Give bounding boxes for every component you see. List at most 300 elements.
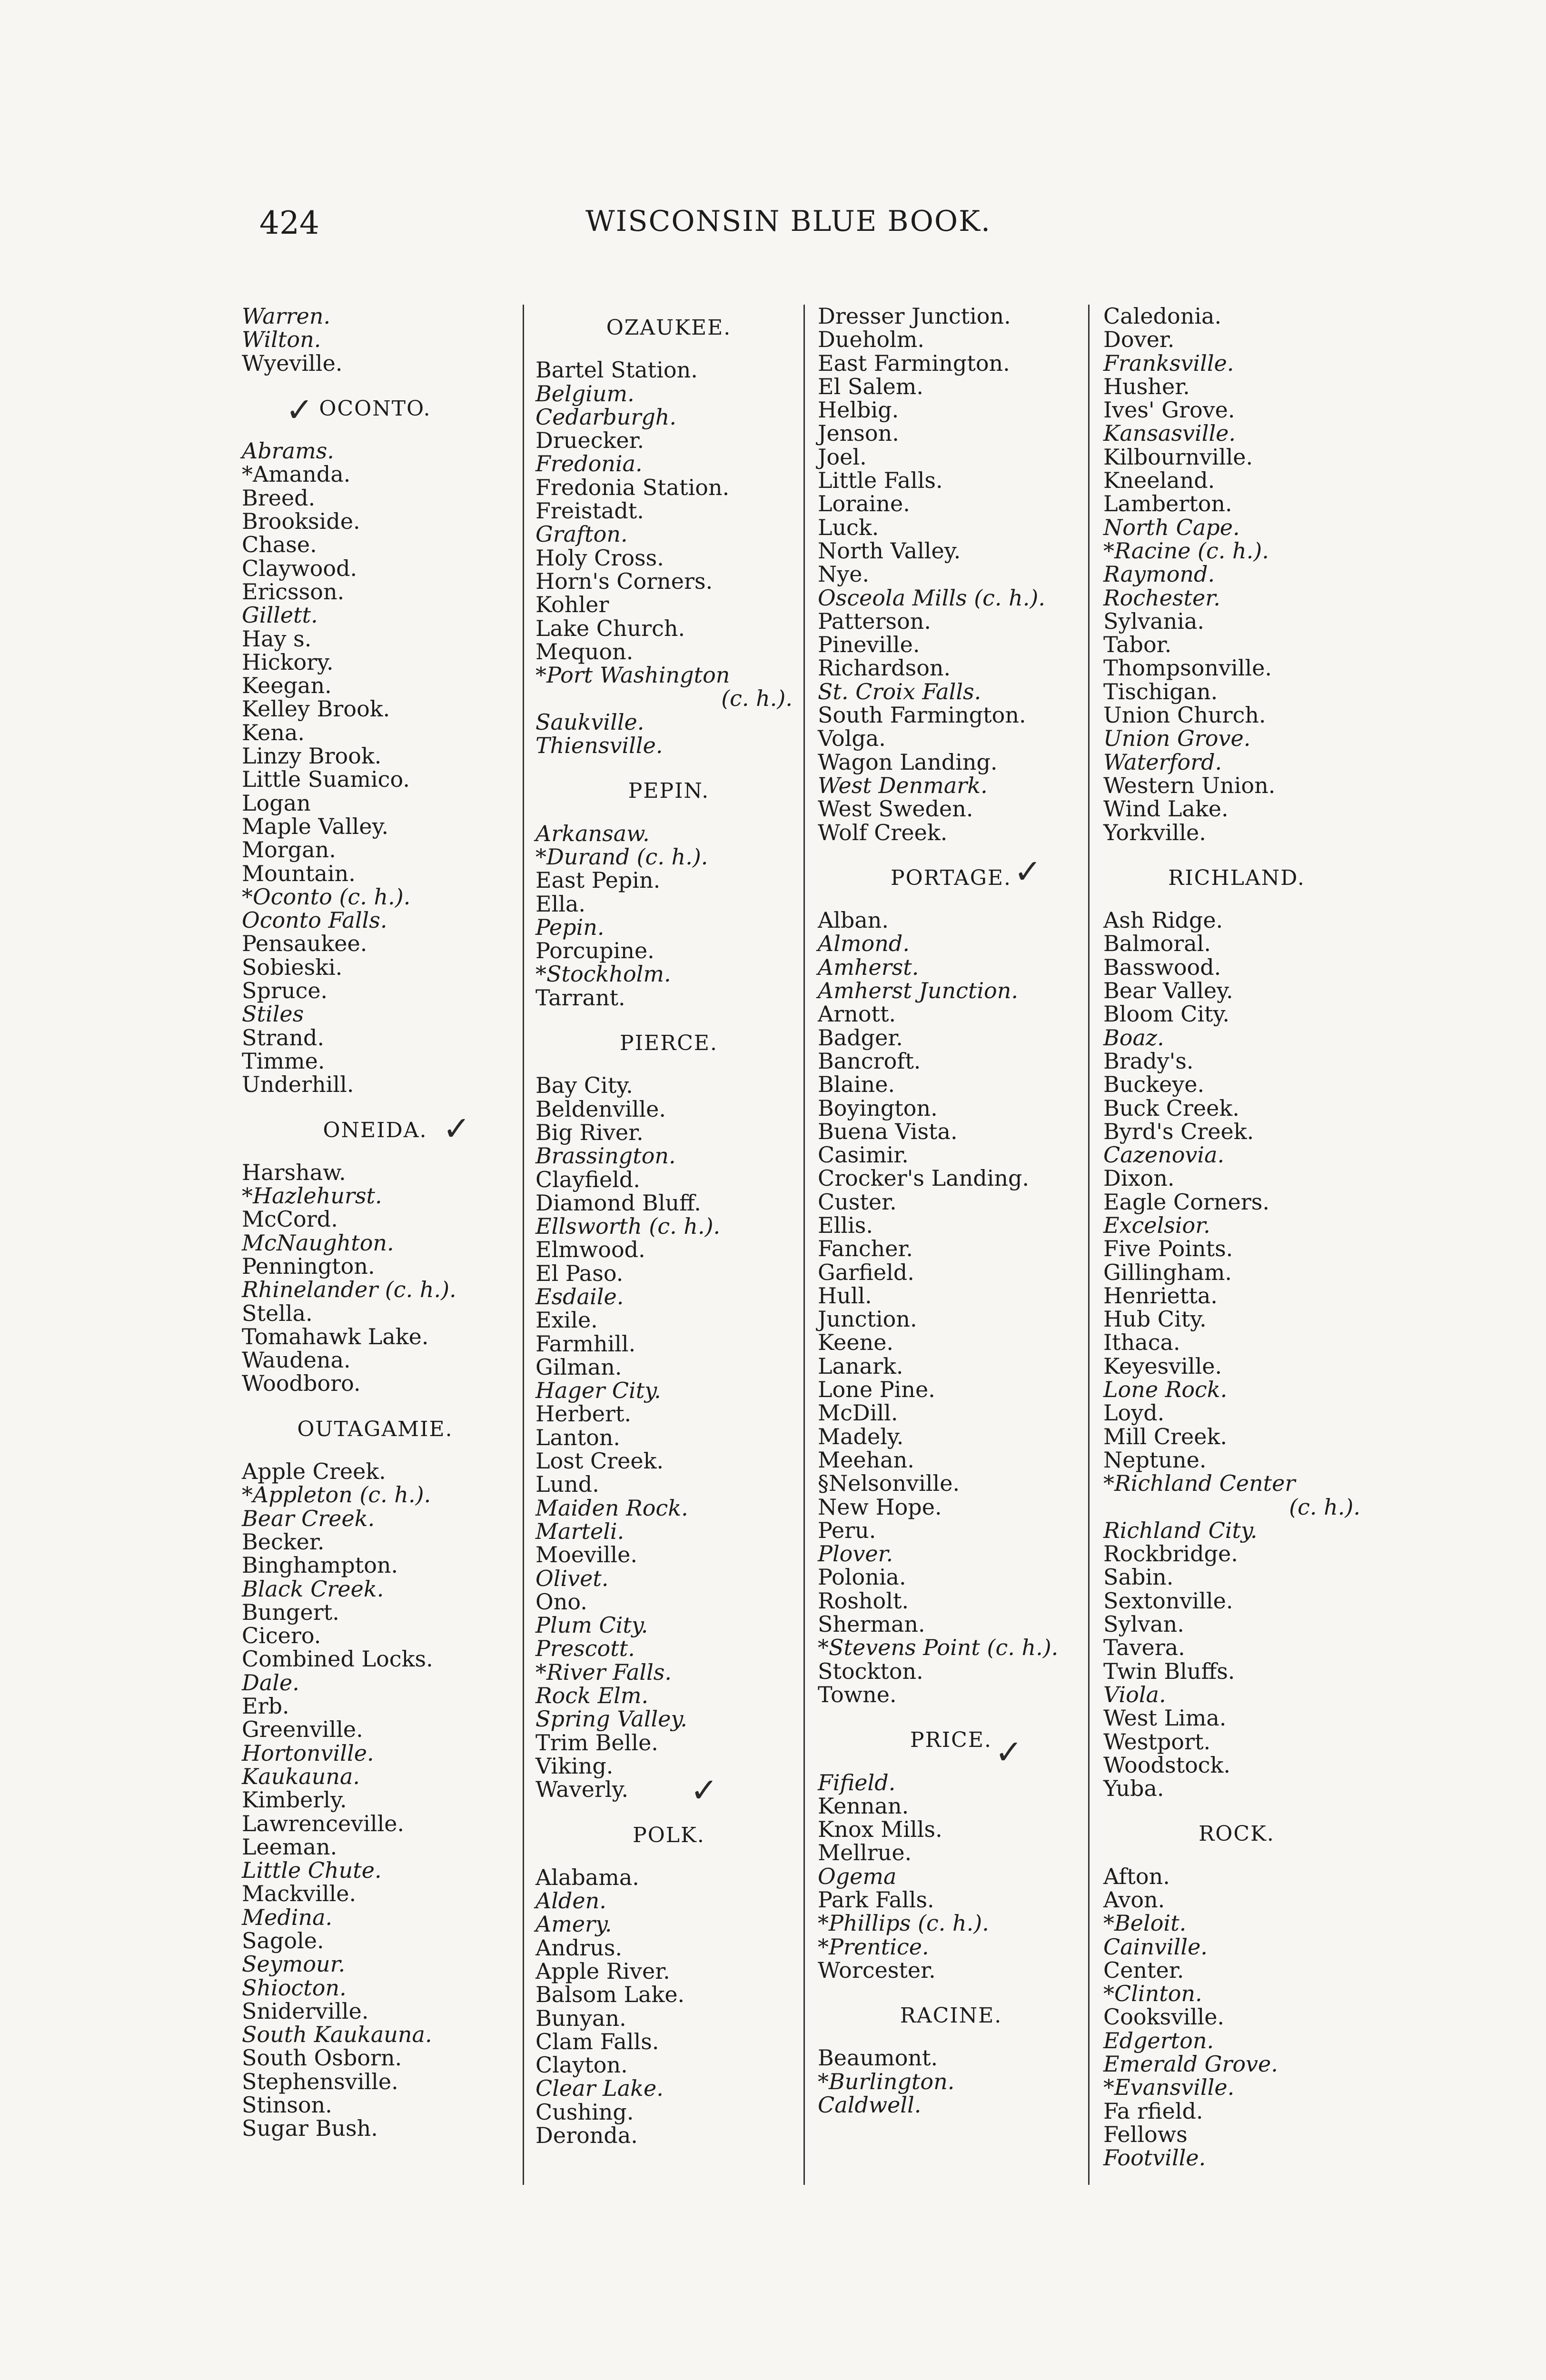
place-entry: Franksville.	[1103, 350, 1234, 376]
place-entry: Grafton.	[535, 521, 628, 547]
place-entry: Madely.	[818, 1423, 904, 1449]
place-entry: Kennan.	[818, 1793, 909, 1819]
place-entry: Bloom City.	[1103, 1001, 1230, 1027]
place-entry: El Salem.	[818, 373, 924, 399]
place-entry: (c. h.).	[1289, 1494, 1360, 1520]
place-entry: *Prentice.	[818, 1934, 929, 1960]
county-heading: PEPIN.	[628, 779, 710, 803]
place-entry: Excelsior.	[1103, 1212, 1210, 1238]
place-entry: Twin Bluffs.	[1103, 1658, 1235, 1684]
check-mark-icon: ✓	[690, 1771, 718, 1810]
place-entry: Keegan.	[242, 673, 332, 699]
place-entry: Henrietta.	[1103, 1282, 1218, 1309]
place-entry: Afton.	[1103, 1863, 1170, 1889]
place-entry: Farmhill.	[535, 1330, 636, 1357]
place-entry: Little Suamico.	[242, 766, 410, 793]
place-entry: Harshaw.	[242, 1159, 346, 1185]
place-entry: Chase.	[242, 532, 317, 558]
place-entry: Woodstock.	[1103, 1752, 1231, 1778]
place-entry: Dixon.	[1103, 1165, 1175, 1191]
place-entry: El Paso.	[535, 1260, 624, 1286]
place-entry: Kimberly.	[242, 1787, 347, 1813]
place-entry: Balmoral.	[1103, 931, 1211, 957]
place-entry: Basswood.	[1103, 954, 1221, 980]
place-entry: Stinson.	[242, 2092, 332, 2118]
place-entry: Maple Valley.	[242, 813, 389, 839]
place-entry: Linzy Brook.	[242, 743, 382, 769]
place-entry: Avon.	[1103, 1887, 1165, 1913]
place-entry: Cedarburgh.	[535, 404, 677, 430]
place-entry: Stiles	[242, 1001, 304, 1027]
place-entry: Buena Vista.	[818, 1118, 958, 1144]
place-entry: Knox Mills.	[818, 1816, 942, 1843]
place-entry: Sniderville.	[242, 1998, 369, 2024]
place-entry: Warren.	[242, 303, 331, 329]
place-entry: Clam Falls.	[535, 2028, 659, 2054]
place-entry: Pineville.	[818, 632, 920, 658]
place-entry: Alabama.	[535, 1864, 639, 1890]
place-entry: South Farmington.	[818, 702, 1026, 728]
place-entry: Badger.	[818, 1024, 903, 1051]
place-entry: Clear Lake.	[535, 2075, 664, 2102]
place-entry: Claywood.	[242, 555, 357, 581]
place-entry: Tomahawk Lake.	[242, 1323, 429, 1349]
place-entry: Fifield.	[818, 1769, 896, 1795]
place-entry: Byrd's Creek.	[1103, 1118, 1254, 1144]
place-entry: *Amanda.	[242, 461, 351, 487]
place-entry: Sylvan.	[1103, 1611, 1184, 1637]
column-3	[818, 305, 1084, 2117]
place-entry: Bear Creek.	[242, 1505, 375, 1531]
place-entry: Sobieski.	[242, 954, 343, 980]
place-entry: St. Croix Falls.	[818, 678, 981, 704]
place-entry: Helbig.	[818, 397, 899, 423]
county-heading: RACINE.	[900, 2003, 1002, 2028]
check-mark-icon: ✓	[1014, 852, 1042, 891]
place-entry: North Valley.	[818, 537, 961, 564]
place-entry: *Oconto (c. h.).	[242, 883, 411, 910]
place-entry: Fancher.	[818, 1236, 913, 1262]
place-entry: *River Falls.	[535, 1659, 672, 1685]
place-entry: Keyesville.	[1103, 1353, 1222, 1379]
place-entry: McDill.	[818, 1400, 898, 1426]
place-entry: Meehan.	[818, 1447, 914, 1473]
place-entry: Ericsson.	[242, 578, 345, 605]
place-entry: Kaukauna.	[242, 1763, 360, 1789]
place-entry: Arkansaw.	[535, 820, 650, 846]
place-entry: Thiensville.	[535, 733, 663, 759]
place-entry: Bartel Station.	[535, 357, 698, 383]
place-entry: Buck Creek.	[1103, 1095, 1239, 1121]
place-entry: Lost Creek.	[535, 1448, 664, 1474]
place-entry: Mequon.	[535, 638, 634, 664]
column-rule	[1088, 305, 1090, 2185]
place-entry: Emerald Grove.	[1103, 2051, 1278, 2077]
place-entry: Gilman.	[535, 1354, 622, 1380]
place-entry: Olivet.	[535, 1565, 609, 1591]
place-entry: Seymour.	[242, 1951, 346, 1977]
place-entry: Fredonia.	[535, 451, 643, 477]
place-entry: Pensaukee.	[242, 931, 367, 957]
place-entry: Ithaca.	[1103, 1329, 1180, 1356]
place-entry: Spruce.	[242, 978, 328, 1004]
place-entry: *Stevens Point (c. h.).	[818, 1635, 1059, 1661]
check-mark-icon: ✓	[443, 1109, 471, 1148]
county-heading: OUTAGAMIE.	[297, 1417, 453, 1441]
place-entry: Elmwood.	[535, 1237, 645, 1263]
place-entry: Bay City.	[535, 1072, 633, 1099]
place-entry: Mackville.	[242, 1881, 357, 1907]
check-mark-icon: ✓	[286, 390, 314, 429]
place-entry: Medina.	[242, 1904, 333, 1930]
place-entry: Plover.	[818, 1541, 893, 1567]
place-entry: Blaine.	[818, 1071, 895, 1098]
place-entry: Bungert.	[242, 1599, 339, 1625]
place-entry: Freistadt.	[535, 498, 644, 524]
place-entry: Wilton.	[242, 327, 321, 353]
place-entry: Apple Creek.	[242, 1458, 386, 1485]
place-entry: Holy Cross.	[535, 545, 664, 571]
place-entry: Combined Locks.	[242, 1646, 433, 1672]
place-entry: Kneeland.	[1103, 467, 1215, 494]
place-entry: Footville.	[1103, 2145, 1206, 2171]
place-entry: Lone Rock.	[1103, 1377, 1228, 1403]
place-entry: Ono.	[535, 1588, 587, 1615]
place-entry: Dresser Junction.	[818, 303, 1011, 329]
place-entry: Fa rfield.	[1103, 2098, 1203, 2124]
place-entry: Hortonville.	[242, 1740, 374, 1766]
place-entry: Clayfield.	[535, 1166, 641, 1192]
place-entry: Prescott.	[535, 1636, 635, 1662]
place-entry: Loraine.	[818, 491, 910, 517]
place-entry: Apple River.	[535, 1958, 670, 1984]
place-entry: West Lima.	[1103, 1705, 1227, 1731]
place-entry: Park Falls.	[818, 1887, 934, 1913]
place-entry: Wagon Landing.	[818, 749, 998, 775]
place-entry: Lake Church.	[535, 615, 685, 641]
place-entry: Shiocton.	[242, 1974, 347, 2001]
place-entry: Black Creek.	[242, 1576, 384, 1602]
place-entry: Yuba.	[1103, 1775, 1164, 1802]
place-entry: Westport.	[1103, 1728, 1211, 1755]
place-entry: Buckeye.	[1103, 1071, 1205, 1098]
place-entry: Sherman.	[818, 1611, 925, 1637]
place-entry: Tarrant.	[535, 984, 625, 1011]
place-entry: Neptune.	[1103, 1447, 1207, 1473]
place-entry: Stella.	[242, 1300, 313, 1326]
place-entry: Kilbournville.	[1103, 444, 1253, 470]
county-heading: PORTAGE.	[890, 865, 1011, 890]
place-entry: *Port Washington	[535, 662, 730, 688]
place-entry: Yorkville.	[1103, 819, 1206, 845]
place-entry: *Stockholm.	[535, 961, 671, 987]
place-entry: Trim Belle.	[535, 1729, 658, 1755]
place-entry: Plum City.	[535, 1612, 648, 1638]
place-entry: *Racine (c. h.).	[1103, 537, 1269, 564]
place-entry: Amherst.	[818, 954, 919, 980]
place-entry: Caledonia.	[1103, 303, 1222, 329]
column-rule	[523, 305, 524, 2185]
place-entry: Five Points.	[1103, 1236, 1233, 1262]
place-entry: Morgan.	[242, 837, 336, 863]
column-1	[242, 305, 508, 2141]
place-entry: Deronda.	[535, 2122, 638, 2149]
place-entry: Spring Valley.	[535, 1706, 687, 1732]
place-entry: Center.	[1103, 1957, 1184, 1983]
place-entry: East Pepin.	[535, 867, 661, 893]
place-entry: New Hope.	[818, 1494, 942, 1520]
place-entry: Hull.	[818, 1282, 872, 1309]
county-heading: OCONTO.	[319, 396, 431, 421]
place-entry: North Cape.	[1103, 514, 1240, 540]
place-entry: Beldenville.	[535, 1096, 666, 1122]
county-heading: PRICE.	[910, 1728, 992, 1753]
place-entry: Esdaile.	[535, 1283, 624, 1309]
place-entry: Lawrenceville.	[242, 1810, 405, 1836]
place-entry: Strand.	[242, 1024, 325, 1051]
place-entry: Oconto Falls.	[242, 907, 387, 933]
place-entry: Fredonia Station.	[535, 474, 730, 500]
place-entry: Dover.	[1103, 327, 1175, 353]
place-entry: Junction.	[818, 1306, 917, 1332]
place-entry: Rosholt.	[818, 1587, 909, 1614]
place-entry: Kohler	[535, 592, 609, 618]
page-number: 424	[259, 205, 319, 241]
place-entry: Sugar Bush.	[242, 2115, 378, 2142]
place-entry: Stockton.	[818, 1658, 923, 1684]
place-entry: Kena.	[242, 719, 305, 745]
place-entry: Erb.	[242, 1693, 289, 1719]
place-entry: Bunyan.	[535, 2005, 626, 2031]
place-entry: Alden.	[535, 1888, 606, 1914]
place-entry: Kansasville.	[1103, 420, 1236, 446]
place-entry: Wind Lake.	[1103, 796, 1229, 822]
place-entry: Marteli.	[535, 1518, 624, 1544]
place-entry: Bear Valley.	[1103, 978, 1233, 1004]
place-entry: Arnott.	[818, 1001, 896, 1027]
county-heading: ROCK.	[1199, 1822, 1275, 1846]
place-entry: Union Church.	[1103, 702, 1266, 728]
place-entry: Leeman.	[242, 1834, 337, 1860]
column-4	[1103, 305, 1370, 2170]
place-entry: Custer.	[818, 1189, 897, 1215]
place-entry: Casimir.	[818, 1142, 909, 1168]
place-entry: Richland City.	[1103, 1517, 1258, 1543]
place-entry: West Sweden.	[818, 796, 973, 822]
place-entry: Dale.	[242, 1669, 299, 1696]
place-entry: *Beloit.	[1103, 1910, 1187, 1936]
place-entry: Wolf Creek.	[818, 819, 948, 845]
place-entry: McCord.	[242, 1206, 338, 1232]
place-entry: Sextonville.	[1103, 1587, 1233, 1614]
place-entry: Cainville.	[1103, 1934, 1208, 1960]
place-entry: Beaumont.	[818, 2045, 938, 2071]
place-entry: Patterson.	[818, 608, 932, 634]
column-rule	[803, 305, 805, 2185]
county-heading: RICHLAND.	[1168, 865, 1305, 890]
county-heading: PIERCE.	[619, 1031, 718, 1056]
place-entry: Logan	[242, 790, 311, 816]
place-entry: Garfield.	[818, 1259, 914, 1285]
place-entry: *Durand (c. h.).	[535, 843, 708, 870]
place-entry: Lanark.	[818, 1353, 903, 1379]
place-entry: Waverly.	[535, 1776, 629, 1803]
county-heading: ONEIDA.	[323, 1118, 427, 1142]
place-entry: Amery.	[535, 1911, 612, 1937]
place-entry: Greenville.	[242, 1716, 363, 1743]
place-entry: Herbert.	[535, 1401, 632, 1427]
place-entry: South Kaukauna.	[242, 2022, 432, 2048]
place-entry: Towne.	[818, 1681, 897, 1707]
place-entry: Pepin.	[535, 914, 605, 940]
place-entry: Hager City.	[535, 1378, 661, 1404]
place-entry: Rochester.	[1103, 585, 1220, 611]
place-entry: Druecker.	[535, 427, 644, 454]
place-entry: Rock Elm.	[535, 1683, 649, 1709]
place-entry: Timme.	[242, 1048, 325, 1074]
place-entry: Rhinelander (c. h.).	[242, 1277, 456, 1303]
place-entry: Hub City.	[1103, 1306, 1207, 1332]
place-entry: *Evansville.	[1103, 2074, 1235, 2101]
place-entry: §Nelsonville.	[818, 1470, 960, 1497]
column-2	[535, 305, 802, 2147]
place-entry: Caldwell.	[818, 2092, 922, 2118]
county-heading: OZAUKEE.	[606, 316, 732, 340]
place-entry: Fellows	[1103, 2121, 1188, 2147]
place-entry: Ogema	[818, 1863, 897, 1889]
place-entry: West Denmark.	[818, 772, 988, 798]
place-entry: Western Union.	[1103, 772, 1276, 798]
place-entry: Viola.	[1103, 1681, 1166, 1707]
place-entry: (c. h.).	[721, 685, 793, 712]
place-entry: Cooksville.	[1103, 2004, 1225, 2030]
place-entry: Husher.	[1103, 373, 1190, 399]
place-entry: Diamond Bluff.	[535, 1190, 701, 1216]
place-entry: Boaz.	[1103, 1024, 1164, 1051]
place-entry: Cazenovia.	[1103, 1142, 1225, 1168]
place-entry: South Osborn.	[242, 2045, 402, 2071]
place-entry: Brookside.	[242, 508, 360, 535]
place-entry: Keene.	[818, 1329, 894, 1356]
place-entry: Breed.	[242, 485, 316, 511]
place-entry: McNaughton.	[242, 1230, 394, 1256]
place-entry: Kelley Brook.	[242, 696, 390, 722]
place-entry: Ash Ridge.	[1103, 907, 1223, 933]
place-entry: Hickory.	[242, 649, 334, 675]
place-entry: Binghampton.	[242, 1552, 398, 1578]
place-entry: Eagle Corners.	[1103, 1189, 1269, 1215]
place-entry: Mill Creek.	[1103, 1423, 1227, 1449]
place-entry: Pennington.	[242, 1253, 375, 1279]
place-entry: Lamberton.	[1103, 491, 1232, 517]
place-entry: Edgerton.	[1103, 2027, 1214, 2053]
place-entry: Underhill.	[242, 1071, 354, 1098]
place-entry: Clayton.	[535, 2052, 628, 2078]
place-entry: Hay s.	[242, 625, 312, 652]
place-entry: *Richland Center	[1103, 1470, 1296, 1497]
place-entry: *Clinton.	[1103, 1981, 1202, 2007]
place-entry: Bancroft.	[818, 1048, 921, 1074]
place-entry: Almond.	[818, 931, 910, 957]
place-entry: Lanton.	[535, 1424, 621, 1450]
place-entry: Union Grove.	[1103, 725, 1251, 752]
place-entry: Amherst Junction.	[818, 978, 1018, 1004]
place-entry: Ives' Grove.	[1103, 397, 1235, 423]
place-entry: Sagole.	[242, 1928, 324, 1954]
place-entry: Polonia.	[818, 1564, 906, 1590]
place-entry: *Phillips (c. h.).	[818, 1910, 989, 1936]
check-mark-icon: ✓	[995, 1733, 1023, 1772]
place-entry: Ellis.	[818, 1212, 873, 1238]
place-entry: Wyeville.	[242, 350, 343, 376]
place-entry: Big River.	[535, 1119, 644, 1145]
place-entry: Belgium.	[535, 380, 634, 407]
place-entry: Porcupine.	[535, 938, 654, 964]
place-entry: Boyington.	[818, 1095, 938, 1121]
place-entry: Gillett.	[242, 602, 318, 628]
place-entry: Cicero.	[242, 1623, 321, 1649]
place-entry: *Hazlehurst.	[242, 1183, 382, 1209]
place-entry: Brady's.	[1103, 1048, 1194, 1074]
place-entry: Crocker's Landing.	[818, 1165, 1030, 1191]
place-entry: Maiden Rock.	[535, 1495, 688, 1521]
place-entry: Lone Pine.	[818, 1377, 935, 1403]
place-entry: Lund.	[535, 1471, 599, 1497]
page-title: WISCONSIN BLUE BOOK.	[585, 205, 991, 238]
place-entry: Tischigan.	[1103, 678, 1218, 704]
place-entry: Thompsonville.	[1103, 655, 1272, 681]
place-entry: East Farmington.	[818, 350, 1010, 376]
place-entry: Mellrue.	[818, 1840, 912, 1866]
place-entry: Exile.	[535, 1307, 598, 1333]
place-entry: Loyd.	[1103, 1400, 1165, 1426]
place-entry: Saukville.	[535, 709, 644, 735]
place-entry: Waterford.	[1103, 749, 1222, 775]
place-entry: Luck.	[818, 514, 879, 540]
place-entry: Woodboro.	[242, 1370, 361, 1397]
place-entry: Little Falls.	[818, 467, 943, 494]
place-entry: *Appleton (c. h.).	[242, 1482, 431, 1508]
place-entry: Dueholm.	[818, 327, 925, 353]
place-entry: Ella.	[535, 891, 586, 917]
place-entry: Tavera.	[1103, 1635, 1185, 1661]
place-entry: Becker.	[242, 1528, 325, 1555]
place-entry: Ellsworth (c. h.).	[535, 1213, 721, 1240]
place-entry: Jenson.	[818, 420, 899, 446]
place-entry: Volga.	[818, 725, 886, 752]
county-heading: POLK.	[633, 1823, 705, 1847]
place-entry: Brassington.	[535, 1143, 676, 1169]
place-entry: Richardson.	[818, 655, 951, 681]
place-entry: *Burlington.	[818, 2068, 955, 2094]
place-entry: Balsom Lake.	[535, 1982, 685, 2008]
place-entry: Joel.	[818, 444, 867, 470]
place-entry: Peru.	[818, 1517, 876, 1543]
place-entry: Waudena.	[242, 1347, 351, 1373]
place-entry: Gillingham.	[1103, 1259, 1232, 1285]
place-entry: Sylvania.	[1103, 608, 1205, 634]
place-entry: Osceola Mills (c. h.).	[818, 585, 1045, 611]
place-entry: Tabor.	[1103, 632, 1172, 658]
place-entry: Nye.	[818, 561, 870, 587]
place-entry: Raymond.	[1103, 561, 1215, 587]
place-entry: Alban.	[818, 907, 889, 933]
place-entry: Worcester.	[818, 1957, 936, 1983]
place-entry: Rockbridge.	[1103, 1541, 1238, 1567]
place-entry: Horn's Corners.	[535, 568, 713, 594]
place-entry: Viking.	[535, 1753, 614, 1779]
place-entry: Sabin.	[1103, 1564, 1174, 1590]
